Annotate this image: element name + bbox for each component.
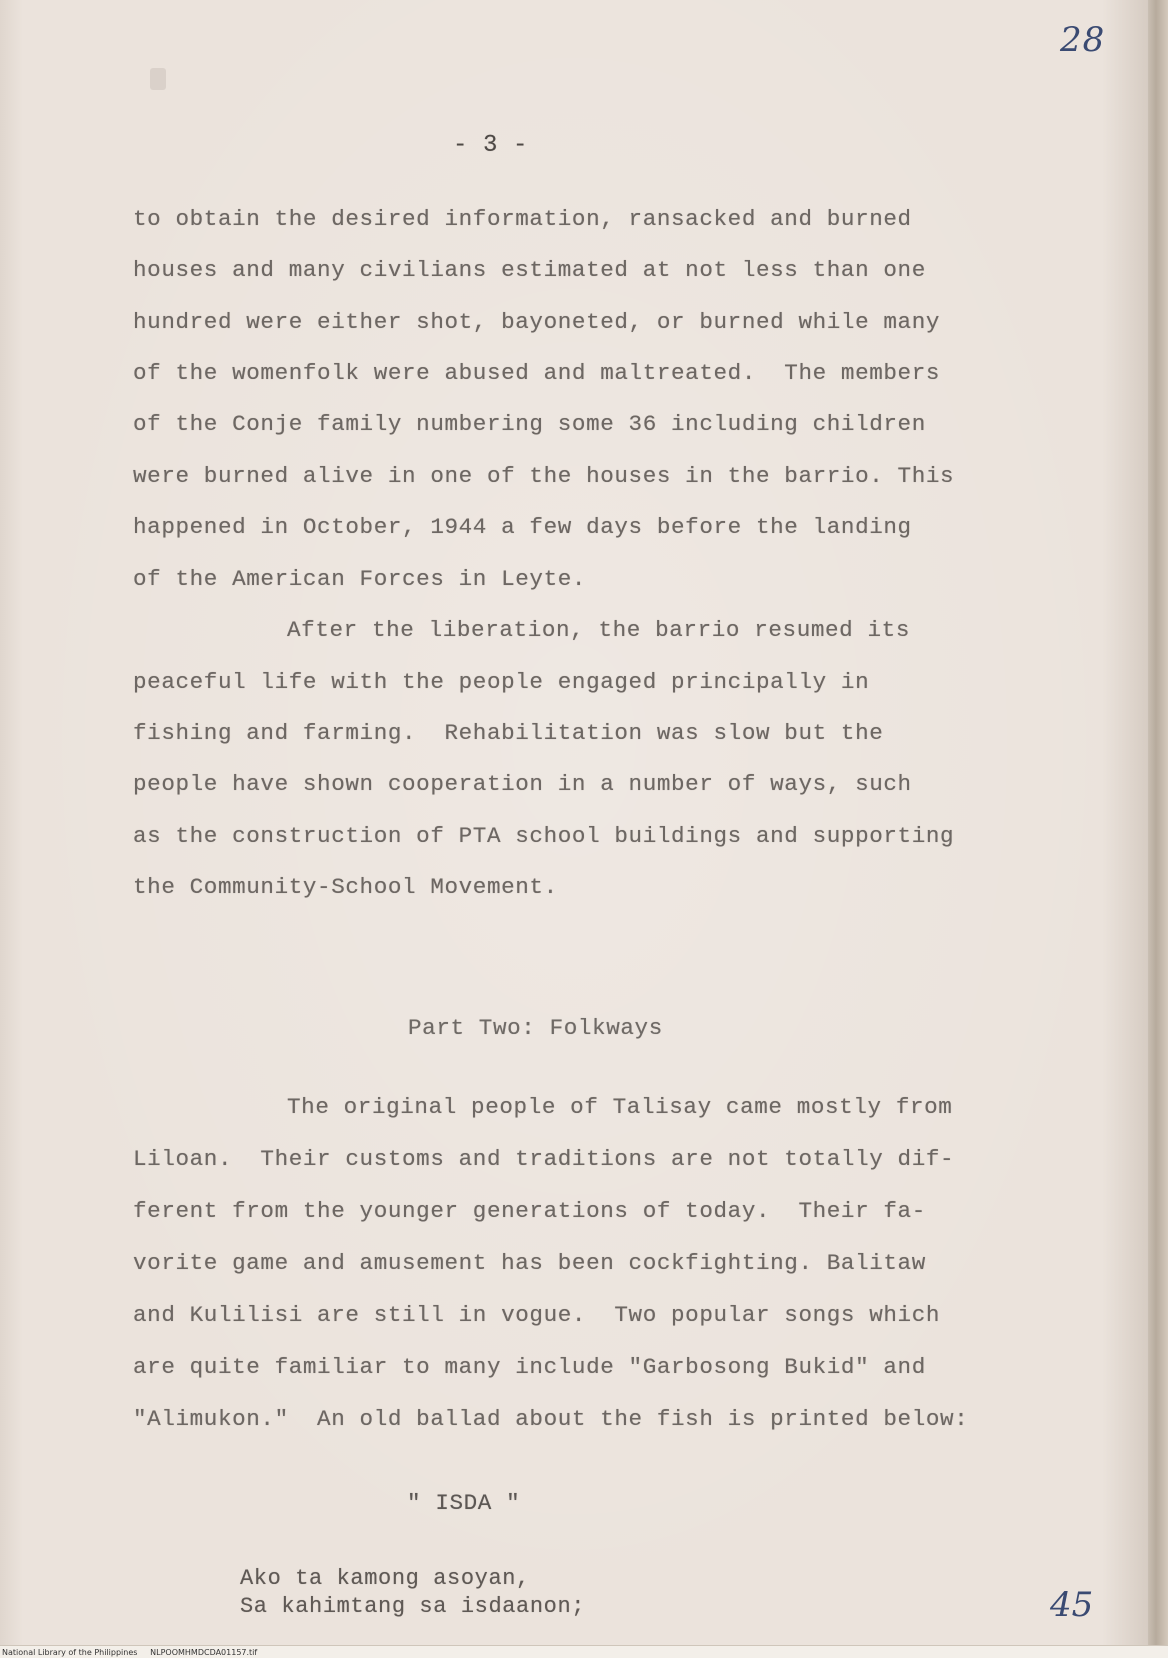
text-line-indented: After the liberation, the barrio resumed its xyxy=(287,617,910,643)
text-line: the Community-School Movement. xyxy=(133,874,558,900)
text-line: houses and many civilians estimated at not less than one xyxy=(133,257,926,283)
text-line: and Kulilisi are still in vogue. Two popular songs which xyxy=(133,1302,941,1328)
ink-smudge xyxy=(150,68,166,90)
text-line: of the American Forces in Leyte. xyxy=(133,566,587,592)
page-edge xyxy=(1148,0,1168,1658)
text-line: "Alimukon." An old ballad about the fish is printed below: xyxy=(133,1406,969,1432)
text-line: are quite familiar to many include "Garbosong Bukid" and xyxy=(133,1354,926,1380)
text-line: were burned alive in one of the houses in the barrio. This xyxy=(133,463,955,489)
page-number: - 3 - xyxy=(453,132,529,159)
poem-title: " ISDA " xyxy=(407,1490,521,1516)
text-line: happened in October, 1944 a few days before the landing xyxy=(133,514,912,540)
handwritten-folio-number: 28 xyxy=(1060,20,1106,60)
text-line: of the Conje family numbering some 36 including children xyxy=(133,411,926,437)
text-line: as the construction of PTA school buildings and supporting xyxy=(133,823,955,849)
section-heading: Part Two: Folkways xyxy=(408,1015,663,1041)
poem-line: Ako ta kamong asoyan, xyxy=(240,1566,530,1591)
text-line: hundred were either shot, bayoneted, or burned while many xyxy=(133,309,941,335)
text-line: peaceful life with the people engaged principally in xyxy=(133,669,870,695)
text-line: fishing and farming. Rehabilitation was slow but the xyxy=(133,720,884,746)
scan-footer-text: National Library of the Philippines NLPOOMHMDCDA01157.tif xyxy=(2,1648,258,1657)
text-line: of the womenfolk were abused and maltreated. The members xyxy=(133,360,941,386)
text-line: Liloan. Their customs and traditions are not totally dif- xyxy=(133,1146,955,1172)
handwritten-annotation: 45 xyxy=(1050,1585,1094,1625)
text-line: people have shown cooperation in a number of ways, such xyxy=(133,771,912,797)
text-line: to obtain the desired information, ransacked and burned xyxy=(133,206,912,232)
poem-line: Sa kahimtang sa isdaanon; xyxy=(240,1594,586,1619)
text-line: ferent from the younger generations of today. Their fa- xyxy=(133,1198,926,1224)
text-line: vorite game and amusement has been cockfighting. Balitaw xyxy=(133,1250,926,1276)
text-line-indented: The original people of Talisay came mostly from xyxy=(287,1094,953,1120)
scan-footer-strip xyxy=(0,1645,1168,1658)
